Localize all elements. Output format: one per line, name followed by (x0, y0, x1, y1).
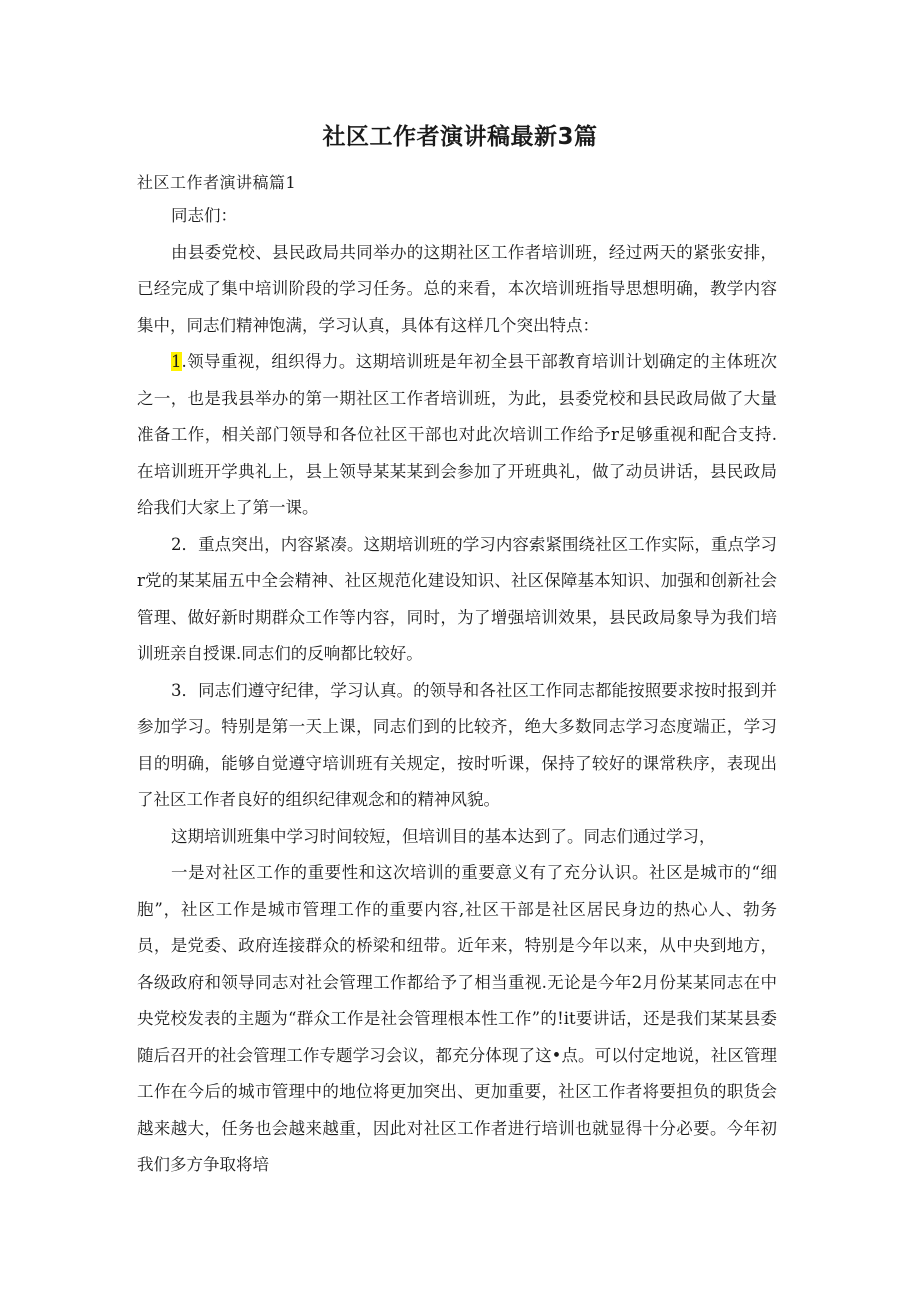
paragraph-point-2: 2．重点突出，内容紧凑。这期培训班的学习内容索紧围绕社区工作实际，重点学习r党的某某届五中全会精神、社区规范化建设知识、社区保障基本知识、加强和创新社会管理、做好新时期群众工作等内容，同时，为了增强培训效果，县民政局象导为我们培训班亲自授课.同志们的反响都比较好。 (137, 534, 777, 663)
section-heading: 社区工作者演讲稿篇1 (137, 173, 297, 192)
paragraph-intro: 由县委党校、县民政局共同举办的这期社区工作者培训班，经过两天的紧张安排，已经完成了集中培训阶段的学习任务。总的来看，本次培训班指导思想明确，教学内容集中，同志们精神饱满，学习认真，具体有这样几个突出特点： (137, 242, 777, 335)
paragraph-point-1 (137, 344, 777, 527)
paragraph-summary: 这期培训班集中学习时间较短，但培训目的基本达到了。同志们通过学习， (171, 826, 716, 846)
paragraph-first-outcome: 一是对社区工作的重要性和这次培训的重要意义有了充分认识。社区是城市的“细胞”，社区工作是城市管理工作的重要内容,社区干部是社区居民身边的热心人、勃务员，是党委、政府连接群众的桥梁和纽带。近年来，特别是今年以来，从中央到地方，各级政府和领导同志对社会管理工作都给予了相当重视.无论是今年2月份某某同志在中央党校发表的主题为“群众工作是社会管理根本性工作”的!it要讲话，还是我们某某县委随后召开的社会管理工作专题学习会议，都充分体现了这•点。可以付定地说，社区管理工作在今后的城市管理中的地位将更加突出、更加重要，社区工作者将要担负的职货会越来越大，任务也会越来越重，因此对社区工作者进行培训也就显得十分必要。今年初我们多方争取将培 (137, 863, 777, 1174)
paragraph-point-1-text: .领导重视，组织得力。这期培训班是年初全县干部教育培训计划确定的主体班次之一，也是我县举办的第一期社区工作者培训班，为此，县委党校和县民政局做了大量准备工作，相关部门领导和各位社区干部也对此次培训工作给予r足够重视和配合支持.在培训班开学典礼上，县上领导某某某到会参加了开班典礼，做了动员讲话，县民政局给我们大家上了第一课。 (137, 352, 777, 517)
document-title: 社区工作者演讲稿最新3篇 (322, 124, 598, 150)
paragraph-point-3: 3．同志们遵守纪律，学习认真。的领导和各社区工作同志都能按照要求按时报到并参加学习。特别是第一天上课，同志们到的比较齐，绝大多数同志学习态度端正，学习目的明确，能够自觉遵守培训班有关规定，按时听课，保持了较好的课常秩序，表现出了社区工作者良好的组织纪律观念和的精神风貌。 (137, 680, 777, 809)
greeting-line: 同志们： (171, 206, 237, 225)
document-body (137, 198, 777, 1184)
highlighted-marker: 1 (171, 352, 182, 371)
